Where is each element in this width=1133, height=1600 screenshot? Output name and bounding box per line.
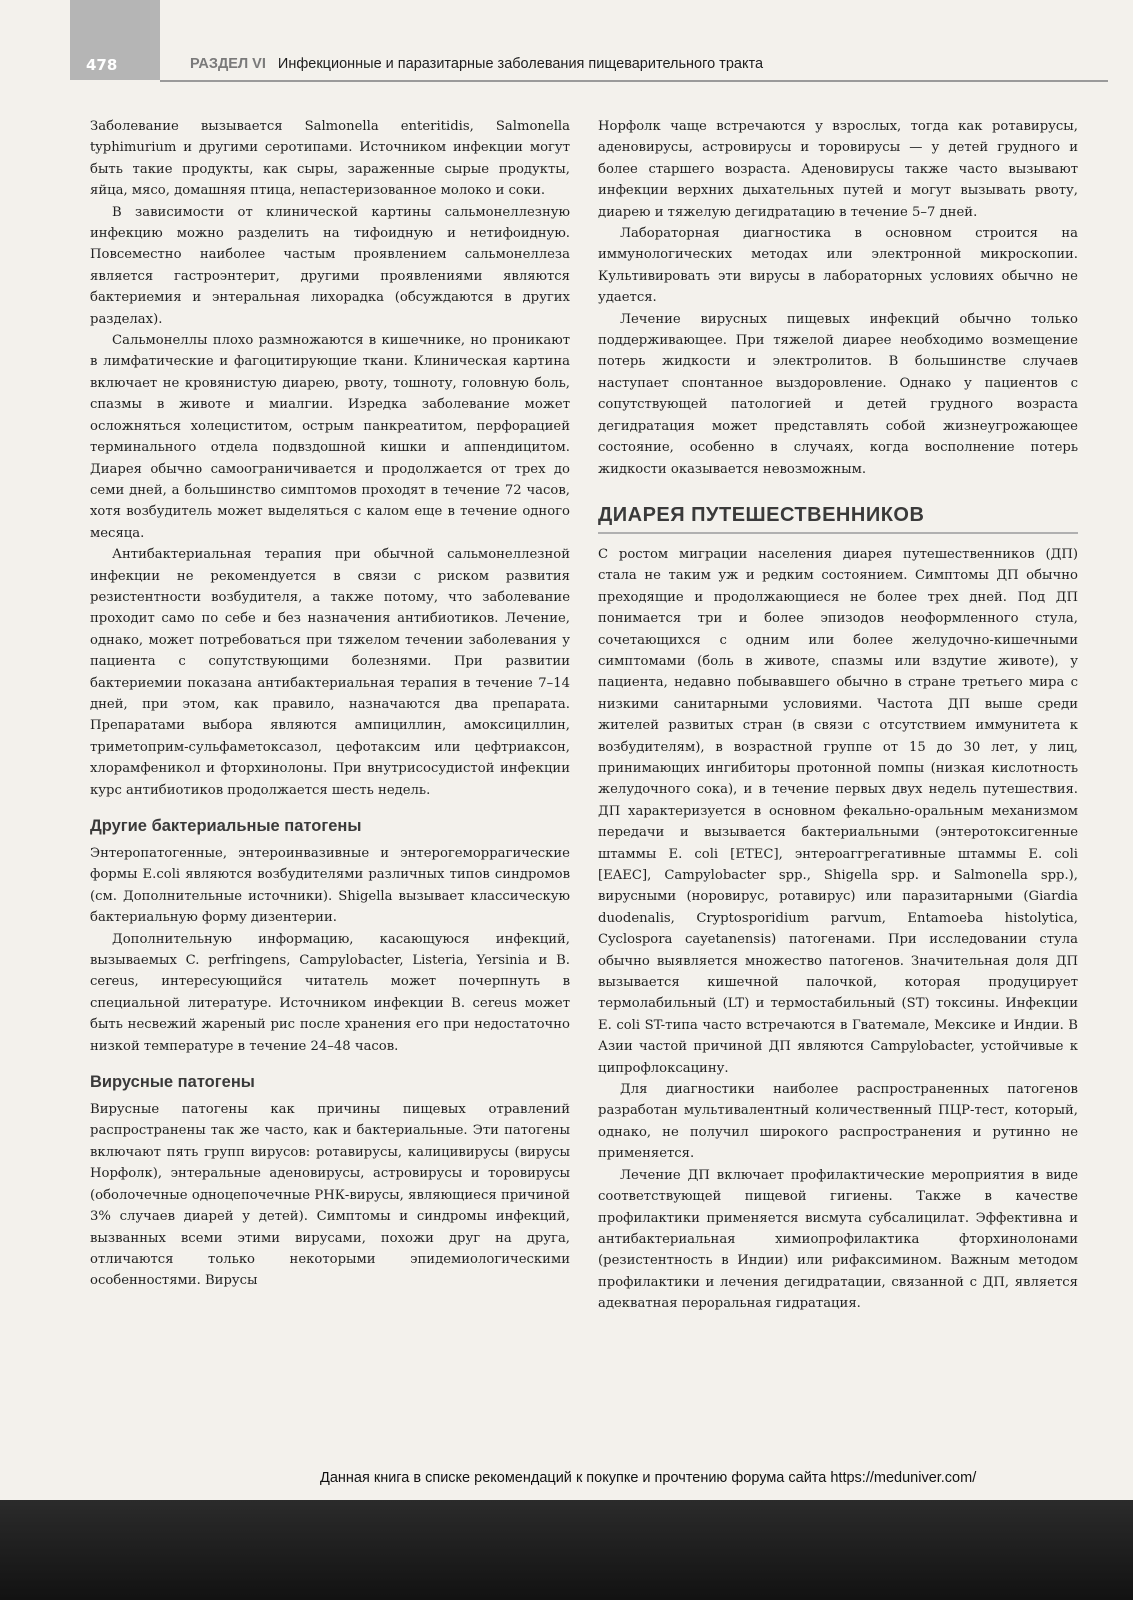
subheading-other-bacterial: Другие бактериальные патогены <box>90 817 362 835</box>
paragraph: Дополнительную информацию, касающуюся инфекций, вызываемых C. perfringens, Campylobacter, Listeria, Yersinia и B. cereus, интересующийся читатель может почерпнуть в специальной литературе. Источником инфекции B. cereus может быть несвежий жареный рис после хранения его при недостаточно низкой температуре в течение 24–48 часов. <box>90 931 570 1054</box>
paragraph: С ростом миграции населения диарея путешественников (ДП) стала не таким уж и редким состоянием. Симптомы ДП обычно преходящие и продолжающиеся не более трех дней. Под ДП понимается три и более эпизодов неоформленного стула, сочетающихся с одним или более желудочно-кишечными симптомами (боль в животе, спазмы или вздутие животе), у пациента, недавно побывавшего обычно в стране третьего мира с низкими санитарными условиями. Частота ДП выше среди жителей развитых стран (в связи с отсутствием иммунитета к возбудителям), в возрастной группе от 15 до 30 лет, у лиц, принимающих ингибиторы протонной помпы (низкая кислотность желудочного сока), и в течение первых двух недель путешествия. ДП характеризуется в основном фекально-оральным механизмом передачи и вызывается бактериальными (энтеротоксигенные штаммы E. coli [ETEC], энтероаггрегативные штаммы E. coli [EAEC], Campylobacter spp., Shigella spp. и Salmonella spp.), вирусными (норовирус, ротавирус) или паразитарными (Giardia duodenalis, Cryptosporidium parvum, Entamoeba histolytica, Cyclospora cayetanensis) патогенами. При исследовании стула обычно выявляется множество патогенов. Значительная доля ДП вызывается кишечной палочкой, которая продуцирует термолабильный (LT) и термостабильный (ST) токсины. Инфекции E. coli ST-типа часто встречаются в Гватемале, Мексике и Индии. В Азии частой причиной ДП являются Campylobacter, устойчивые к ципрофлоксацину. <box>598 546 1078 1076</box>
section-label: РАЗДЕЛ VI <box>190 56 266 72</box>
paragraph: Заболевание вызывается Salmonella enteritidis, Salmonella typhimurium и другими серотипами. Источником инфекции могут быть такие продукты, как сыры, зараженные сырые продукты, яйца, мясо, домашняя птица, непастеризованное молоко и соки. <box>90 119 570 199</box>
heading-travelers-diarrhea: ДИАРЕЯ ПУТЕШЕСТВЕННИКОВ <box>598 503 925 526</box>
right-column <box>598 116 1078 1315</box>
paragraph: Лечение ДП включает профилактические мероприятия в виде соответствующей пищевой гигиены. Также в качестве профилактики применяется висмута субсалицилат. Эффективна и антибактериальная химиопрофилактика фторхинолонами (резистентность в Индии) или рифаксимином. Важным методом профилактики и лечения дегидратации, связанной с ДП, является адекватная пероральная гидратация. <box>598 1167 1078 1312</box>
paragraph: Для диагностики наиболее распространенных патогенов разработан мультивалентный количественный ПЦР-тест, который, однако, не получил широкого распространения и рутинно не применяется. <box>598 1082 1078 1162</box>
paragraph: Энтеропатогенные, энтероинвазивные и энтерогеморрагические формы E.coli являются возбудителями различных типов синдромов (см. Дополнительные источники). Shigella вызывает классическую бактериальную форму дизентерии. <box>90 846 570 926</box>
header-rule <box>160 80 1108 82</box>
paragraph: В зависимости от клинической картины сальмонеллезную инфекцию можно разделить на тифоидную и нетифоидную. Повсеместно наиболее частым проявлением сальмонеллеза является гастроэнтерит, другими проявлениями являются бактериемия и энтеральная лихорадка (обсуждаются в других разделах). <box>90 204 570 327</box>
left-column <box>90 116 570 1292</box>
paragraph: Лечение вирусных пищевых инфекций обычно только поддерживающее. При тяжелой диарее необходимо возмещение потерь жидкости и электролитов. В большинстве случаев наступает спонтанное выздоровление. Однако у пациентов с сопутствующей патологией и детей грудного возраста дегидратация может представлять собой жизнеугрожающее состояние, особенно в случаях, когда восполнение потерь жидкости оказывается невозможным. <box>598 311 1078 477</box>
section-title: Инфекционные и паразитарные заболевания пищеварительного тракта <box>277 56 764 72</box>
paragraph: Лабораторная диагностика в основном строится на иммунологических методах или электронной микроскопии. Культивировать эти вирусы в лабораторных условиях обычно не удается. <box>598 226 1078 306</box>
scan-bottom-band <box>0 1500 1133 1600</box>
paragraph: Антибактериальная терапия при обычной сальмонеллезной инфекции не рекомендуется в связи с риском развития резистентности возбудителя, а также потому, что заболевание проходит само по себе и без назначения антибиотиков. Лечение, однако, может потребоваться при тяжелом течении заболевания у пациента с сопутствующими болезнями. При развитии бактериемии показана антибактериальная терапия в течение 7–14 дней, при этом, как правило, назначаются два препарата. Препаратами выбора являются ампициллин, амоксициллин, триметоприм-сульфаметоксазол, цефотаксим или цефтриаксон, хлорамфеникол и фторхинолоны. При внутрисосудистой инфекции курс антибиотиков продолжается шесть недель. <box>90 547 570 798</box>
paragraph: Вирусные патогены как причины пищевых отравлений распространены так же часто, как и бактериальные. Эти патогены включают пять групп вирусов: ротавирусы, калицивирусы (вирусы Норфолк), энтеральные аденовирусы, астровирусы и торовирусы (оболочечные одноцепочечные РНК-вирусы, являющиеся причиной 3% случаев диарей у детей). Симптомы и синдромы инфекций, вызванных всеми этими вирусами, похожи друг на друга, отличаются только некоторыми эпидемиологическими особенностями. Вирусы <box>90 1102 570 1289</box>
running-header <box>160 56 1120 82</box>
heading-rule <box>598 532 1078 534</box>
paragraph: Норфолк чаще встречаются у взрослых, тогда как ротавирусы, аденовирусы, астровирусы и торовирусы — у детей грудного и более старшего возраста. Аденовирусы также часто вызывают инфекции верхних дыхательных путей и могут вызывать рвоту, диарею и тяжелую дегидратацию в течение 5–7 дней. <box>598 119 1078 220</box>
page-number: 478 <box>86 56 118 74</box>
paragraph: Сальмонеллы плохо размножаются в кишечнике, но проникают в лимфатические и фагоцитирующие ткани. Клиническая картина включает не кровянистую диарею, рвоту, тошноту, головную боль, спазмы в животе и миалгии. Изредка заболевание может осложняться холециститом, острым панкреатитом, перфорацией терминального отдела подвздошной кишки и аппендицитом. Диарея обычно самоограничивается и продолжается от трех до семи дней, а большинство симптомов проходят в течение 72 часов, хотя возбудитель может выделяться с калом еще в течение одного месяца. <box>90 333 570 541</box>
subheading-viral: Вирусные патогены <box>90 1073 255 1092</box>
footer-note: Данная книга в списке рекомендаций к покупке и прочтению форума сайта https://meduniver.com/ <box>320 1470 977 1486</box>
